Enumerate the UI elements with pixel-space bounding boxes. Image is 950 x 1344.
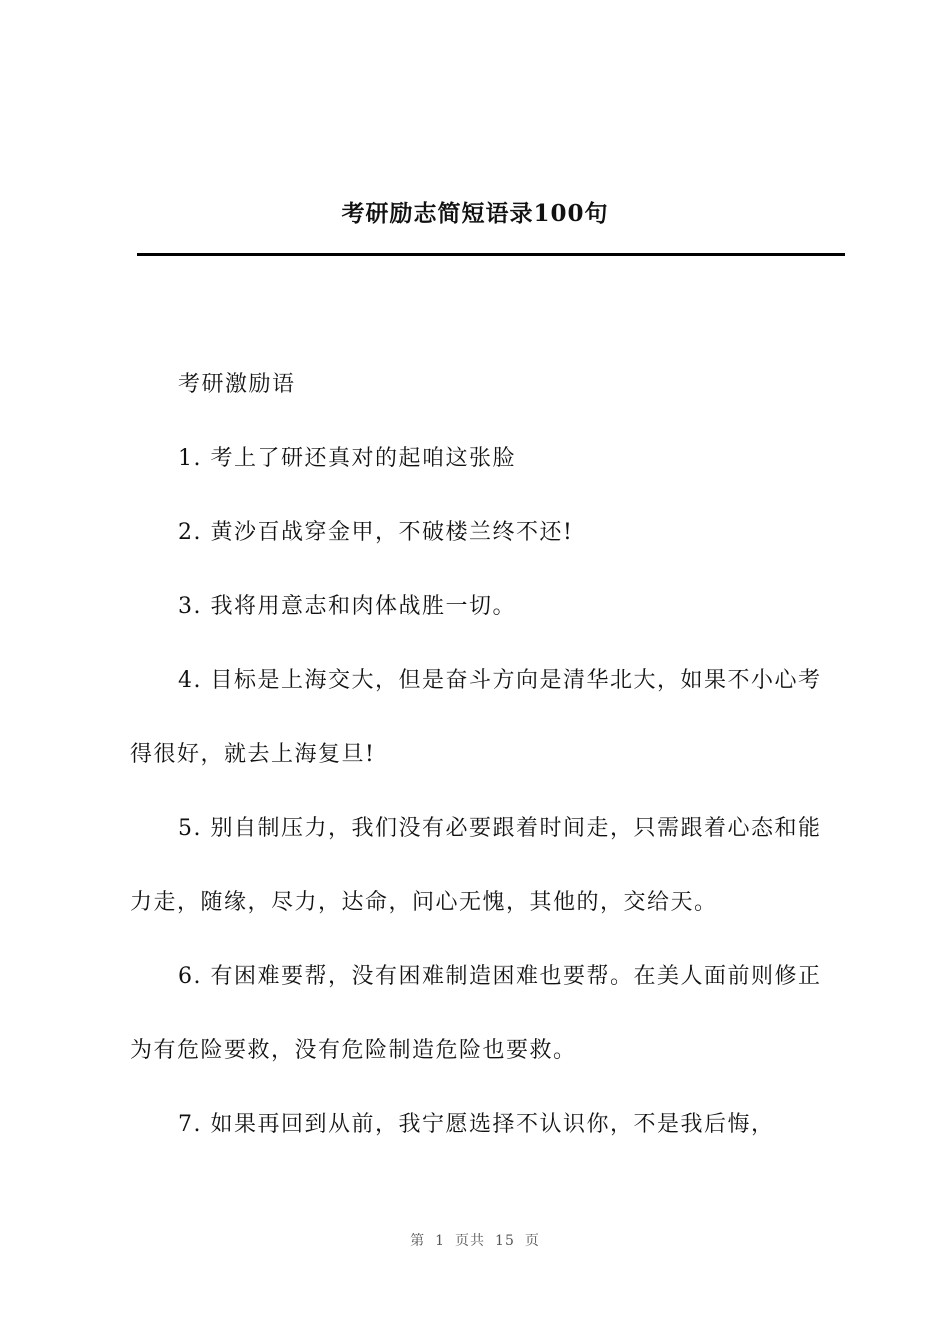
page-label-prefix: 第 — [410, 1233, 426, 1249]
total-pages-number: 15 — [495, 1233, 515, 1249]
paragraph-item-6: 6. 有困难要帮，没有困难制造困难也要帮。在美人面前则修正为有危险要救，没有危险制造危险也要救。 — [130, 964, 822, 1063]
paragraph-heading: 考研激励语 — [178, 372, 296, 397]
page-footer — [0, 1230, 950, 1250]
paragraph-item-1: 1. 考上了研还真对的起咱这张脸 — [178, 446, 516, 471]
title-divider — [137, 253, 845, 256]
document-title: 考研励志简短语录100句 — [341, 200, 609, 227]
paragraph-item-4: 4. 目标是上海交大，但是奋斗方向是清华北大，如果不小心考得很好，就去上海复旦! — [130, 668, 822, 767]
paragraph-item-3: 3. 我将用意志和肉体战胜一切。 — [178, 594, 516, 619]
paragraph-item-7: 7. 如果再回到从前，我宁愿选择不认识你，不是我后悔， — [178, 1112, 775, 1137]
paragraph-item-5: 5. 别自制压力，我们没有必要跟着时间走，只需跟着心态和能力走，随缘，尽力，达命，问心无愧，其他的，交给天。 — [130, 816, 822, 915]
page-label-suffix: 页 — [524, 1233, 540, 1249]
page-label-middle: 页共 — [455, 1233, 486, 1249]
document-body — [130, 348, 830, 1162]
paragraph-item-2: 2. 黄沙百战穿金甲，不破楼兰终不还! — [178, 520, 574, 545]
current-page-number: 1 — [435, 1233, 446, 1249]
